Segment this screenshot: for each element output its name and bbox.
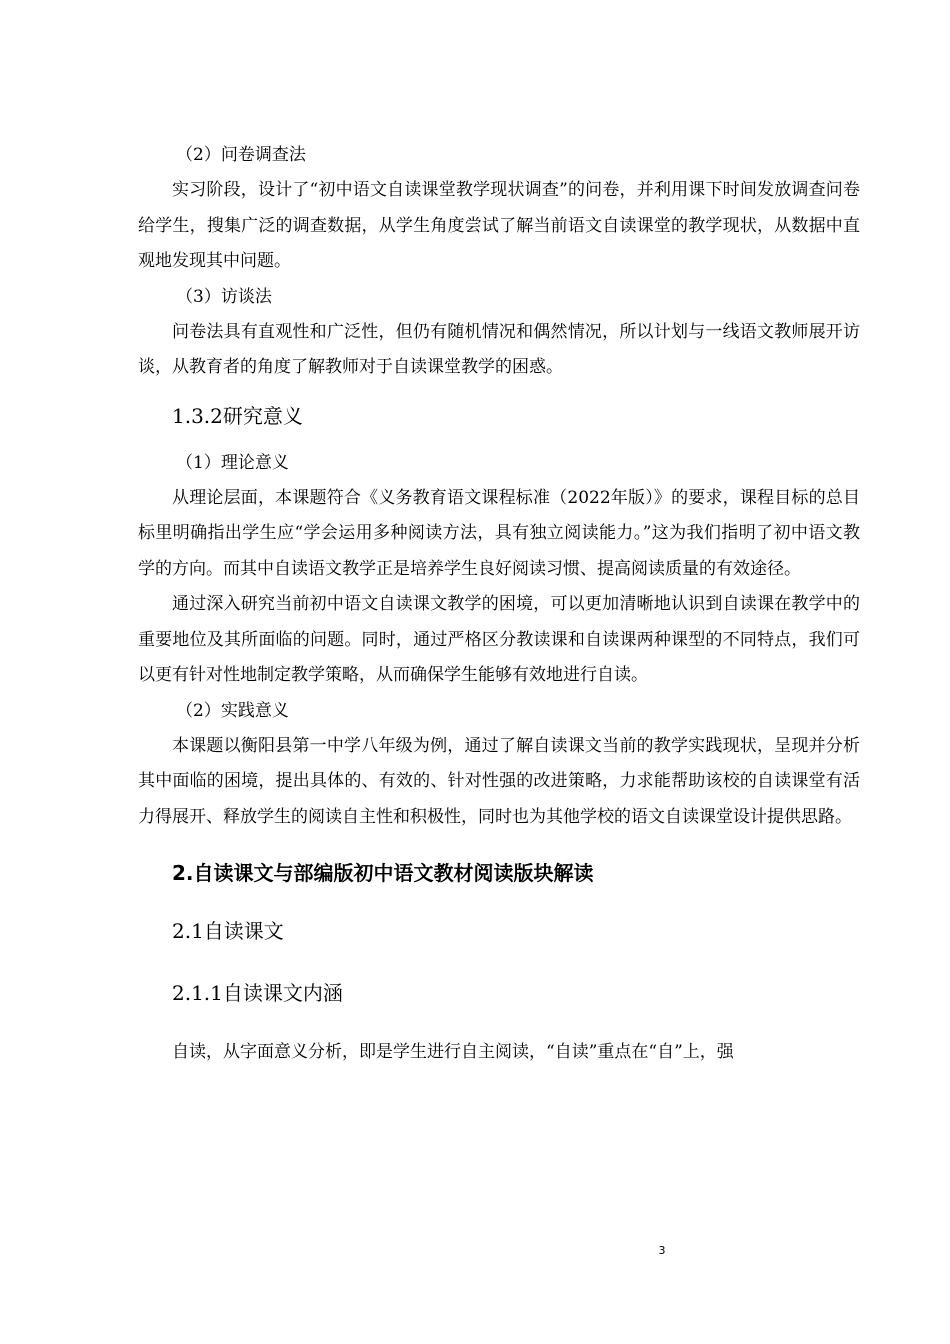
paragraph-practice: 本课题以衡阳县第一中学八年级为例，通过了解自读课文当前的教学实践现状，呈现并分析其中面临的困境，提出具体的、有效的、针对性强的改进策略，力求能帮助该校的自读课堂有活力得展开、释放学生的阅读自主性和积极性，同时也为其他学校的语文自读课堂设计提供思路。 — [138, 735, 860, 827]
paragraph-self-reading-definition: 自读，从字面意义分析，即是学生进行自主阅读，“自读”重点在“自”上，强 — [172, 1042, 734, 1062]
subheading-interview-method: （3）访谈法 — [176, 286, 272, 307]
page-number: 3 — [658, 1244, 666, 1257]
page-content — [138, 138, 860, 1071]
heading-research-significance: 1.3.2研究意义 — [172, 403, 303, 428]
heading-section-2-1: 2.1自读课文 — [172, 919, 284, 943]
subheading-practical-significance: （2）实践意义 — [176, 700, 289, 721]
paragraph-theory-1: 从理论层面，本课题符合《义务教育语文课程标准（2022年版）》的要求，课程目标的总目标里明确指出学生应“学会运用多种阅读方法，具有独立阅读能力。”这为我们指明了初中语文教学的方向。而其中自读语文教学正是培养学生良好阅读习惯、提高阅读质量的有效途径。 — [138, 487, 860, 579]
heading-section-2-1-1: 2.1.1自读课文内涵 — [172, 981, 343, 1005]
subheading-questionnaire-method: （2）问卷调查法 — [176, 145, 306, 165]
paragraph-interview: 问卷法具有直观性和广泛性，但仍有随机情况和偶然情况，所以计划与一线语文教师展开访谈，从教育者的角度了解教师对于自读课堂教学的困惑。 — [138, 321, 860, 377]
paragraph-theory-2: 通过深入研究当前初中语文自读课文教学的困境，可以更加清晰地认识到自读课在教学中的重要地位及其所面临的问题。同时，通过严格区分教读课和自读课两种课型的不同特点，我们可以更有针对性地制定教学策略，从而确保学生能够有效地进行自读。 — [138, 594, 860, 685]
subheading-theoretical-significance: （1）理论意义 — [176, 452, 289, 473]
chapter-2-title: 2.自读课文与部编版初中语文教材阅读版块解读 — [172, 861, 594, 885]
paragraph-questionnaire: 实习阶段，设计了“初中语文自读课堂教学现状调查”的问卷，并利用课下时间发放调查问卷给学生，搜集广泛的调查数据，从学生角度尝试了解当前语文自读课堂的教学现状，从数据中直观地发现其中问题。 — [138, 180, 860, 271]
